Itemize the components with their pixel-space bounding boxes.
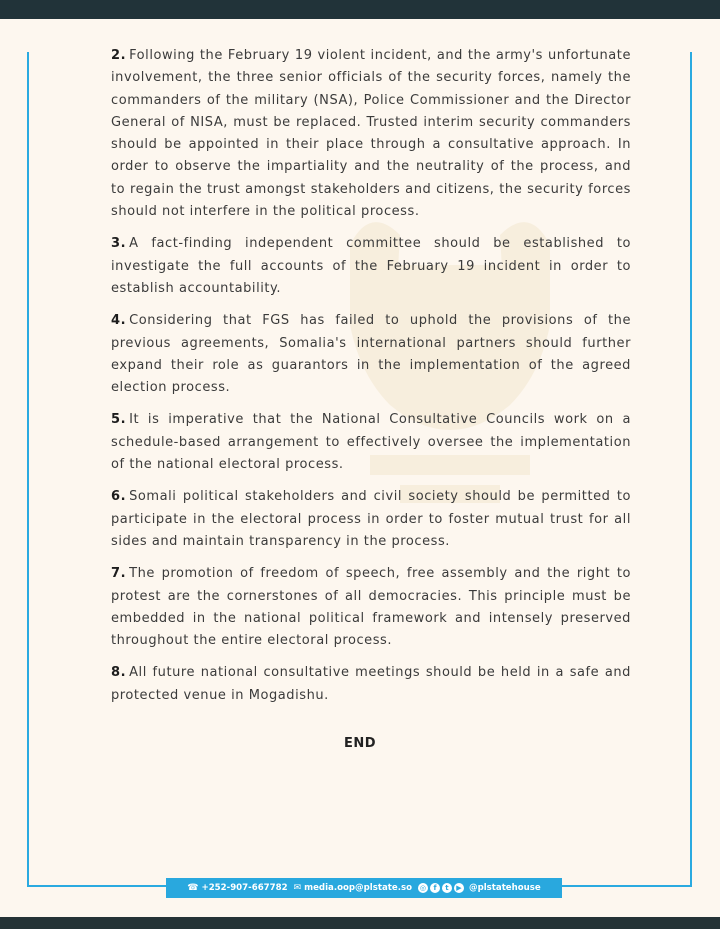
youtube-icon[interactable]: ▶ (454, 883, 464, 893)
social-icons (418, 883, 464, 893)
contact-footer (166, 878, 562, 898)
paragraph-5 (111, 409, 631, 476)
email-link[interactable]: media.oop@plstate.so (304, 883, 412, 893)
phone-number: +252-907-667782 (201, 883, 288, 893)
paragraph-text: A fact-finding independent committee should be established to investigate the full accounts of the February 19 incident in order to establish accountability. (111, 236, 631, 296)
paragraph-number: 5. (111, 412, 127, 428)
paragraph-text: Following the February 19 violent incident, and the army's unfortunate involvement, the three senior officials of the security forces, namely the commanders of the military (NSA), Police Commissioner and the Director General of NISA, must be replaced. Trusted interim security commanders should be appointed in their place through a consultative approach. In order to observe the impartiality and the neutrality of the process, and to regain the trust amongst stakeholders and citizens, the security forces should not interfere in the political process. (111, 48, 631, 220)
paragraph-4 (111, 310, 631, 399)
mail-icon: ✉ (293, 882, 302, 893)
paragraph-text: All future national consultative meetings should be held in a safe and protected venue in Mogadishu. (111, 665, 631, 703)
paragraph-6 (111, 486, 631, 553)
footer-social[interactable] (418, 883, 541, 893)
paragraph-number: 3. (111, 236, 127, 252)
twitter-icon[interactable]: t (442, 883, 452, 893)
paragraph-number: 6. (111, 489, 127, 505)
instagram-icon[interactable]: ◎ (419, 884, 427, 892)
frame-right-line (690, 52, 692, 886)
facebook-icon[interactable]: f (430, 883, 440, 893)
end-label: END (343, 736, 377, 751)
footer-email[interactable] (294, 883, 412, 893)
paragraph-7 (111, 563, 631, 652)
top-bar (0, 0, 720, 19)
footer-phone (187, 883, 287, 893)
social-handle[interactable]: @plstatehouse (468, 883, 541, 893)
paragraph-number: 4. (111, 313, 127, 329)
paragraph-number: 2. (111, 48, 127, 63)
paragraph-8 (111, 662, 631, 707)
paragraph-number: 7. (111, 566, 127, 582)
bottom-bar (0, 917, 720, 929)
paragraph-2 (111, 45, 631, 223)
frame-left-line (27, 52, 29, 886)
document-body (111, 45, 631, 717)
paragraph-text: It is imperative that the National Consultative Councils work on a schedule-based arrangement to effectively oversee the implementation of the national electoral process. (111, 412, 631, 473)
paragraph-text: Considering that FGS has failed to uphold the provisions of the previous agreements, Somalia's international partners should further expand their role as guarantors in the implementation of the agreed election process. (111, 313, 631, 396)
phone-icon: ☎ (187, 882, 199, 893)
paragraph-3 (111, 233, 631, 300)
paragraph-text: The promotion of freedom of speech, free assembly and the right to protest are the cornerstones of all democracies. This principle must be embedded in the national political framework and intensely preserved throughout the entire electoral process. (111, 566, 631, 649)
paragraph-text: Somali political stakeholders and civil society should be permitted to participate in the electoral process in order to foster mutual trust for all sides and maintain transparency in the process. (111, 489, 631, 549)
paragraph-number: 8. (111, 665, 127, 681)
